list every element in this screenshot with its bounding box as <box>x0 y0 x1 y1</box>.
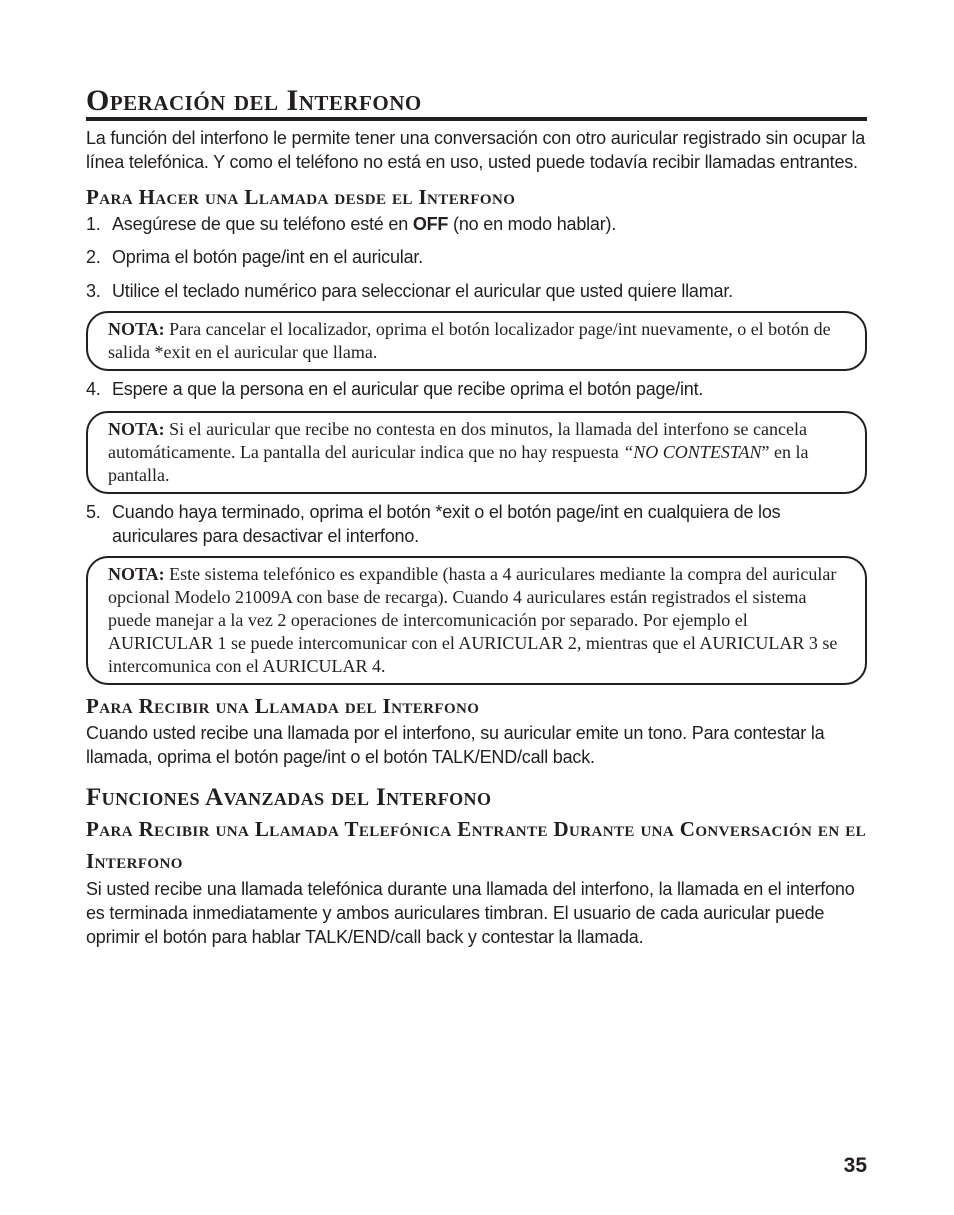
note-text: Si el auricular que recibe no contesta en dos minutos, la llamada del interfono se cancela automáticamente. La pantalla del auricular indica que no hay respuesta <box>108 419 807 462</box>
list-item <box>86 245 867 269</box>
note-text: Este sistema telefónico es expandible (hasta a 4 auriculares mediante la compra del auricular opcional Modelo 21009A con base de recarga). Cuando 4 auriculares están registrados el sistema puede manejar a la vez 2 operaciones de intercomunicación por separado. Por ejemplo el AURICULAR 1 se puede intercomunicar con el AURICULAR 2, mientras que el AURICULAR 3 se intercomunica con el AURICULAR 4. <box>108 564 838 676</box>
note-box <box>86 411 867 494</box>
steps-list <box>86 500 867 548</box>
step-text: Utilice el teclado numérico para seleccionar el auricular que usted quiere llamar. <box>112 281 733 301</box>
note-text: ” en la pantalla. <box>108 442 809 485</box>
section-heading-make-call: Para Hacer una Llamada desde el Interfono <box>86 185 516 209</box>
step-text-part: Asegúrese de que su teléfono esté en <box>112 214 413 234</box>
step-number: 2. <box>86 247 101 267</box>
intro-paragraph: La función del interfono le permite tener una conversación con otro auricular registrado sin ocupar la línea telefónica. Y como el teléfono no está en uso, usted puede todavía recibir llamadas entrantes. <box>86 128 866 172</box>
list-item <box>86 377 867 401</box>
step-number: 4. <box>86 379 101 399</box>
note-italic-text: “NO CONTESTAN <box>623 442 762 462</box>
step-text-part: (no en modo hablar). <box>448 214 617 234</box>
step-text: Cuando haya terminado, oprima el botón *exit o el botón page/int en cualquiera de los auriculares para desactivar el interfono. <box>112 502 781 546</box>
advanced-paragraph: Si usted recibe una llamada telefónica durante una llamada del interfono, la llamada en el interfono es terminada inmediatamente y ambos auriculares timbran. El usuario de cada auricular puede oprimir el botón para hablar TALK/END/call back y contestar la llamada. <box>86 879 855 947</box>
note-box <box>86 311 867 371</box>
off-keyword: OFF <box>412 214 449 234</box>
section-heading-receive-call: Para Recibir una Llamada del Interfono <box>86 694 480 718</box>
page-number: 35 <box>843 1154 867 1177</box>
page-title: Operación del Interfono <box>86 84 867 121</box>
receive-paragraph: Cuando usted recibe una llamada por el interfono, su auricular emite un tono. Para contestar la llamada, oprima el botón page/int o el botón TALK/END/call back. <box>86 723 825 767</box>
note-box <box>86 556 867 685</box>
section-heading-advanced: Funciones Avanzadas del Interfono <box>86 784 492 811</box>
note-label: NOTA: <box>108 419 165 439</box>
step-text: Espere a que la persona en el auricular que recibe oprima el botón page/int. <box>112 379 704 399</box>
step-number: 1. <box>86 214 101 234</box>
step-text: Oprima el botón page/int en el auricular. <box>112 247 423 267</box>
step-number: 3. <box>86 281 101 301</box>
note-label: NOTA: <box>108 319 165 339</box>
subsection-heading-incoming-call: Para Recibir una Llamada Telefónica Entrante Durante una Conversación en el Interfono <box>86 817 867 873</box>
step-text <box>112 212 867 236</box>
page-content <box>86 84 867 949</box>
list-item <box>86 500 867 548</box>
steps-list <box>86 212 867 303</box>
list-item <box>86 279 867 303</box>
note-text: Para cancelar el localizador, oprima el botón localizador page/int nuevamente, o el botón de salida *exit en el auricular que llama. <box>108 319 831 362</box>
note-label: NOTA: <box>108 564 165 584</box>
step-number: 5. <box>86 502 101 522</box>
steps-list <box>86 377 867 401</box>
list-item <box>86 212 867 236</box>
